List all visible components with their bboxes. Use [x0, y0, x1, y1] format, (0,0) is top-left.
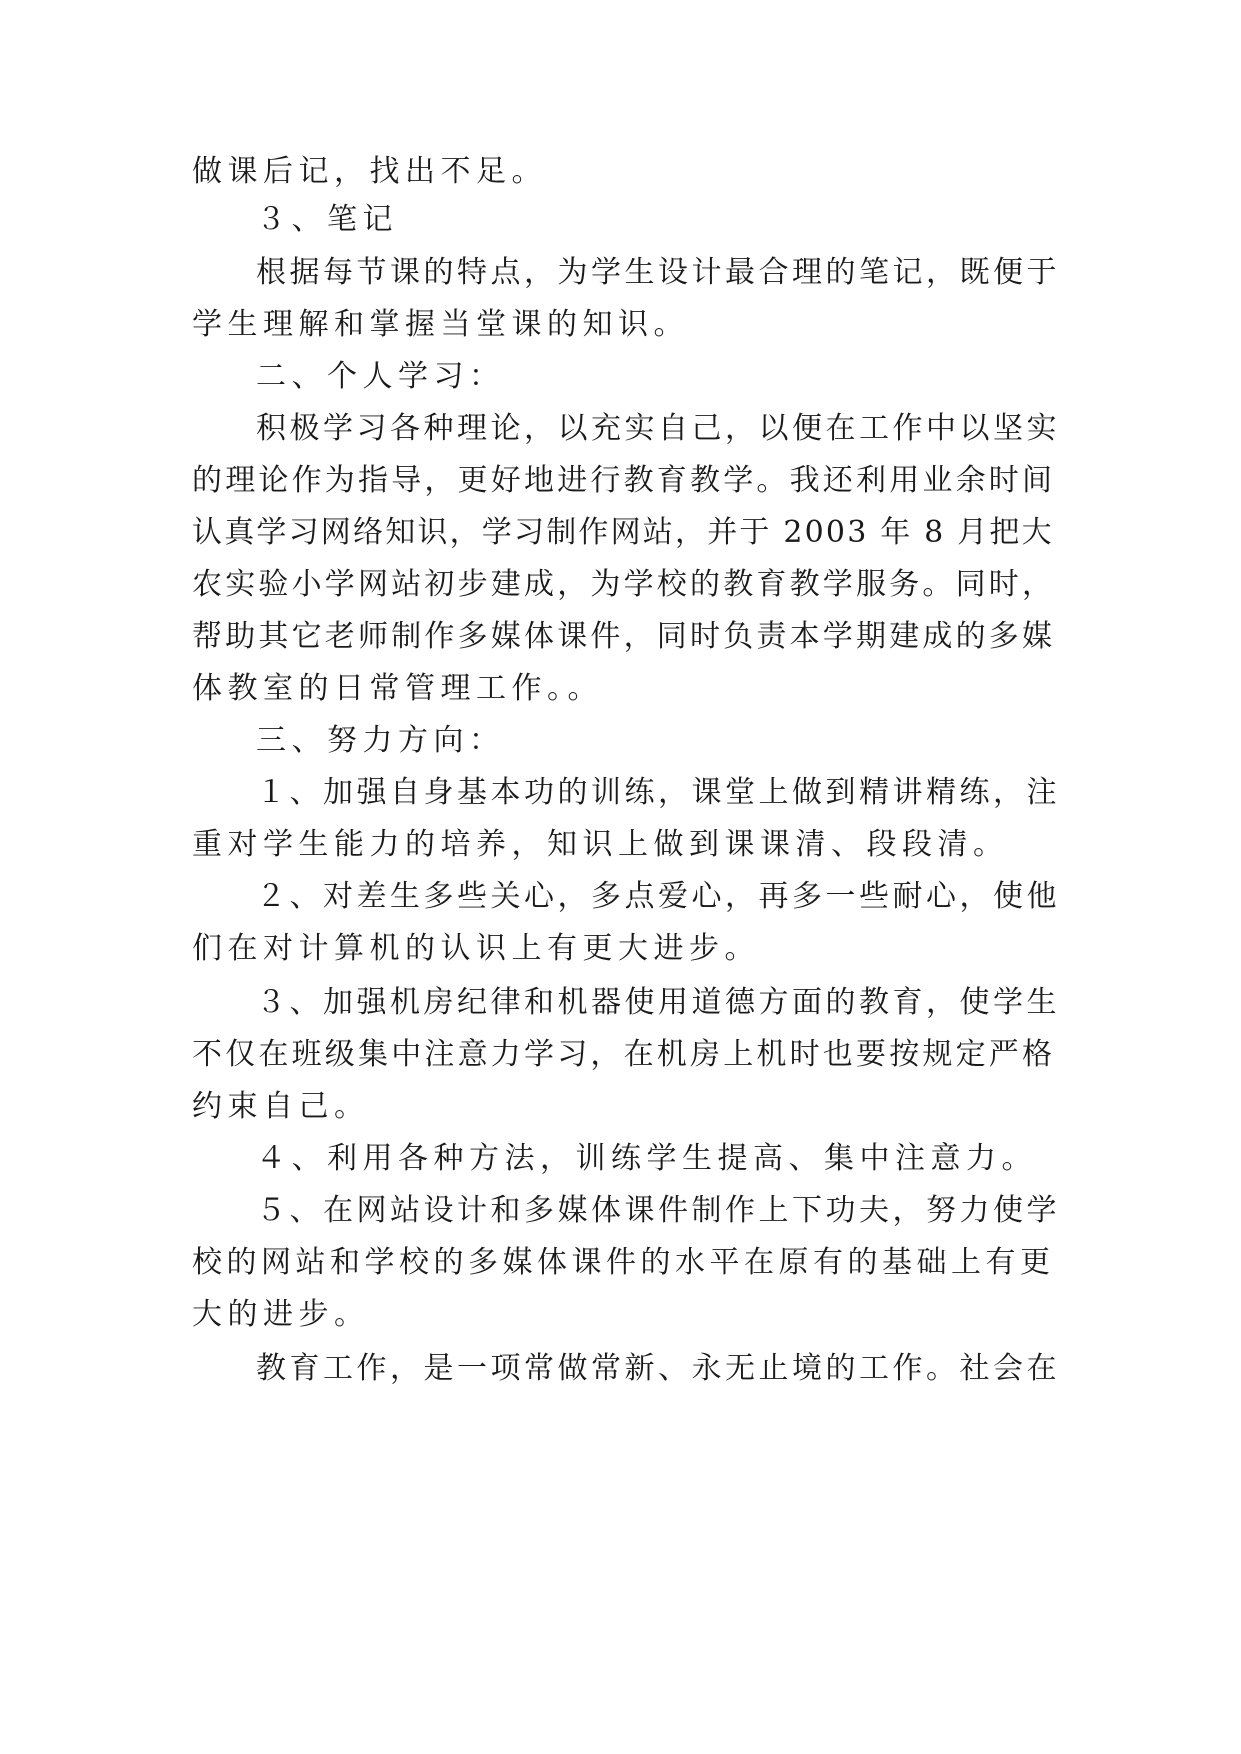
list-item: １、加强自身基本功的训练，课堂上做到精讲精练，注 [256, 775, 1060, 810]
section-heading: 三、努力方向： [256, 723, 505, 758]
list-item: ２、对差生多些关心，多点爱心，再多一些耐心，使他 [256, 879, 1060, 914]
list-item: ３、加强机房纪律和机器使用道德方面的教育，使学生 [256, 985, 1060, 1020]
text-line: 约束自己。 [192, 1089, 370, 1124]
text-line: 认真学习网络知识，学习制作网站，并于 2003 年 8 月把大 [192, 515, 1054, 550]
list-item: ５、在网站设计和多媒体课件制作上下功夫，努力使学 [256, 1193, 1060, 1228]
section-heading: 二、个人学习： [256, 359, 505, 394]
text-line: 教育工作，是一项常做常新、永无止境的工作。社会在 [256, 1351, 1060, 1386]
text-line: 的理论作为指导，更好地进行教育教学。我还利用业余时间 [192, 463, 1056, 498]
section-heading: ３、笔记 [256, 202, 398, 237]
list-item: ４、利用各种方法，训练学生提高、集中注意力。 [256, 1141, 1037, 1176]
text-line: 积极学习各种理论，以充实自己，以便在工作中以坚实 [256, 411, 1060, 446]
text-line: 体教室的日常管理工作。。 [192, 671, 603, 706]
text-line: 大的进步。 [192, 1297, 370, 1332]
text-line: 们在对计算机的认识上有更大进步。 [192, 931, 760, 966]
text-line: 农实验小学网站初步建成，为学校的教育教学服务。同时， [192, 567, 1056, 602]
text-line: 校的网站和学校的多媒体课件的水平在原有的基础上有更 [192, 1245, 1055, 1280]
text-line: 不仅在班级集中注意力学习，在机房上机时也要按规定严格 [192, 1037, 1056, 1072]
text-line: 根据每节课的特点，为学生设计最合理的笔记，既便于 [256, 255, 1060, 290]
text-line: 学生理解和掌握当堂课的知识。 [192, 307, 689, 342]
text-line: 做课后记，找出不足。 [192, 154, 547, 189]
text-line: 帮助其它老师制作多媒体课件，同时负责本学期建成的多媒 [192, 619, 1056, 654]
text-line: 重对学生能力的培养，知识上做到课课清、段段清。 [192, 827, 1009, 862]
